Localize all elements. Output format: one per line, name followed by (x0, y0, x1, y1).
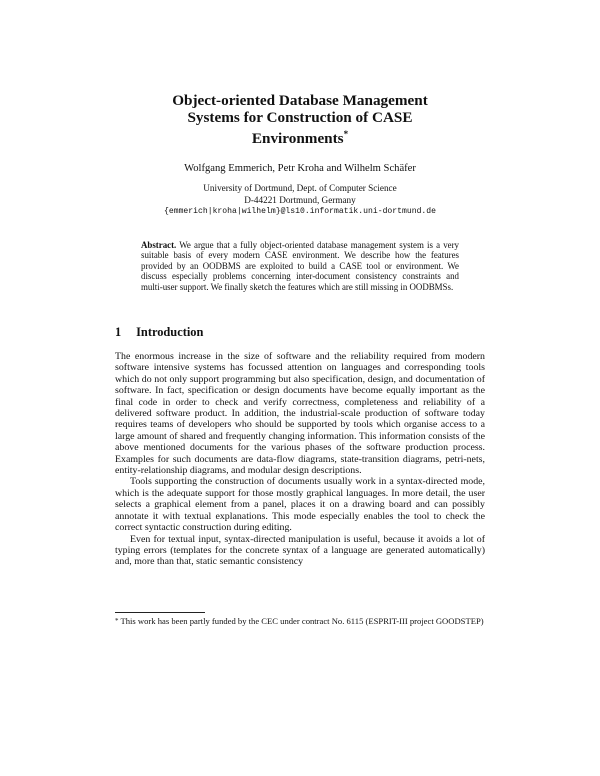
body-paragraph: Tools supporting the construction of documents usually work in a syntax-directed mode, which is the adequate support for those mostly graphical languages. In more detail, the user selects a graphical element from a panel, places it on a drawing board and can possibly annotate it with textual explanations. This mode especially enables the tool to check the correct syntactic construction during editing. (115, 476, 485, 534)
footnote-mark: * (115, 617, 119, 625)
section-title: Introduction (136, 325, 204, 339)
footnote-text: This work has been partly funded by the CEC under contract No. 6115 (ESPRIT-III project GOODSTEP) (120, 616, 484, 626)
paper-title (100, 92, 500, 147)
footnote-rule (115, 612, 205, 613)
section-heading (115, 325, 203, 339)
section-number: 1 (115, 325, 122, 339)
body-paragraph: Even for textual input, syntax-directed manipulation is useful, because it avoids a lot of typing errors (templates for the concrete syntax of a language are generated automatically) and, more than that, static semantic consistency (115, 533, 485, 568)
abstract-label: Abstract. (141, 240, 177, 250)
author-list: Wolfgang Emmerich, Petr Kroha and Wilhelm Schäfer (184, 163, 416, 174)
footnote (115, 616, 485, 626)
title-footnote-mark: * (343, 129, 349, 139)
body-paragraph: The enormous increase in the size of software and the reliability required from modern software intensive systems has focussed attention on languages and corresponding tools which do not only support programming but also specification, design, and documentation of software. In fact, specification or design documents have become equally important as the final code in order to check and verify correctness, completeness and reliability of a delivered software product. In addition, the industrial-scale production of software today requires teams of developers who should be supported by tools which organise access to a large amount of shared and frequently changing information. This information consists of the above mentioned documents for the various phases of the software production process. Examples for such documents are data-flow diagrams, state-transition diagrams, petri-nets, entity-relationship diagrams, and modular design descriptions. (115, 351, 485, 477)
affiliation-address: D-44221 Dortmund, Germany (244, 194, 356, 205)
affiliation-email: {emmerich|kroha|wilhelm}@ls10.informatik.uni-dortmund.de (164, 207, 436, 216)
abstract-text: We argue that a fully object-oriented database management system is a very suitable basis of every modern CASE environment. We describe how the features provided by an OODBMS are exploited to build a CASE tool or environment. We discuss especially problems concerning inter-document consistency constraints and multi-user support. We finally sketch the features which are still missing in OODBMSs. (141, 240, 459, 292)
title-line: Systems for Construction of CASE (187, 109, 413, 126)
title-line (100, 126, 500, 147)
affiliation (100, 183, 500, 218)
title-line-text: Environments (251, 130, 344, 148)
body-text (115, 351, 485, 568)
affiliation-institution: University of Dortmund, Dept. of Computer Science (203, 183, 397, 193)
abstract (141, 240, 459, 292)
title-line: Object-oriented Database Management (172, 92, 428, 109)
